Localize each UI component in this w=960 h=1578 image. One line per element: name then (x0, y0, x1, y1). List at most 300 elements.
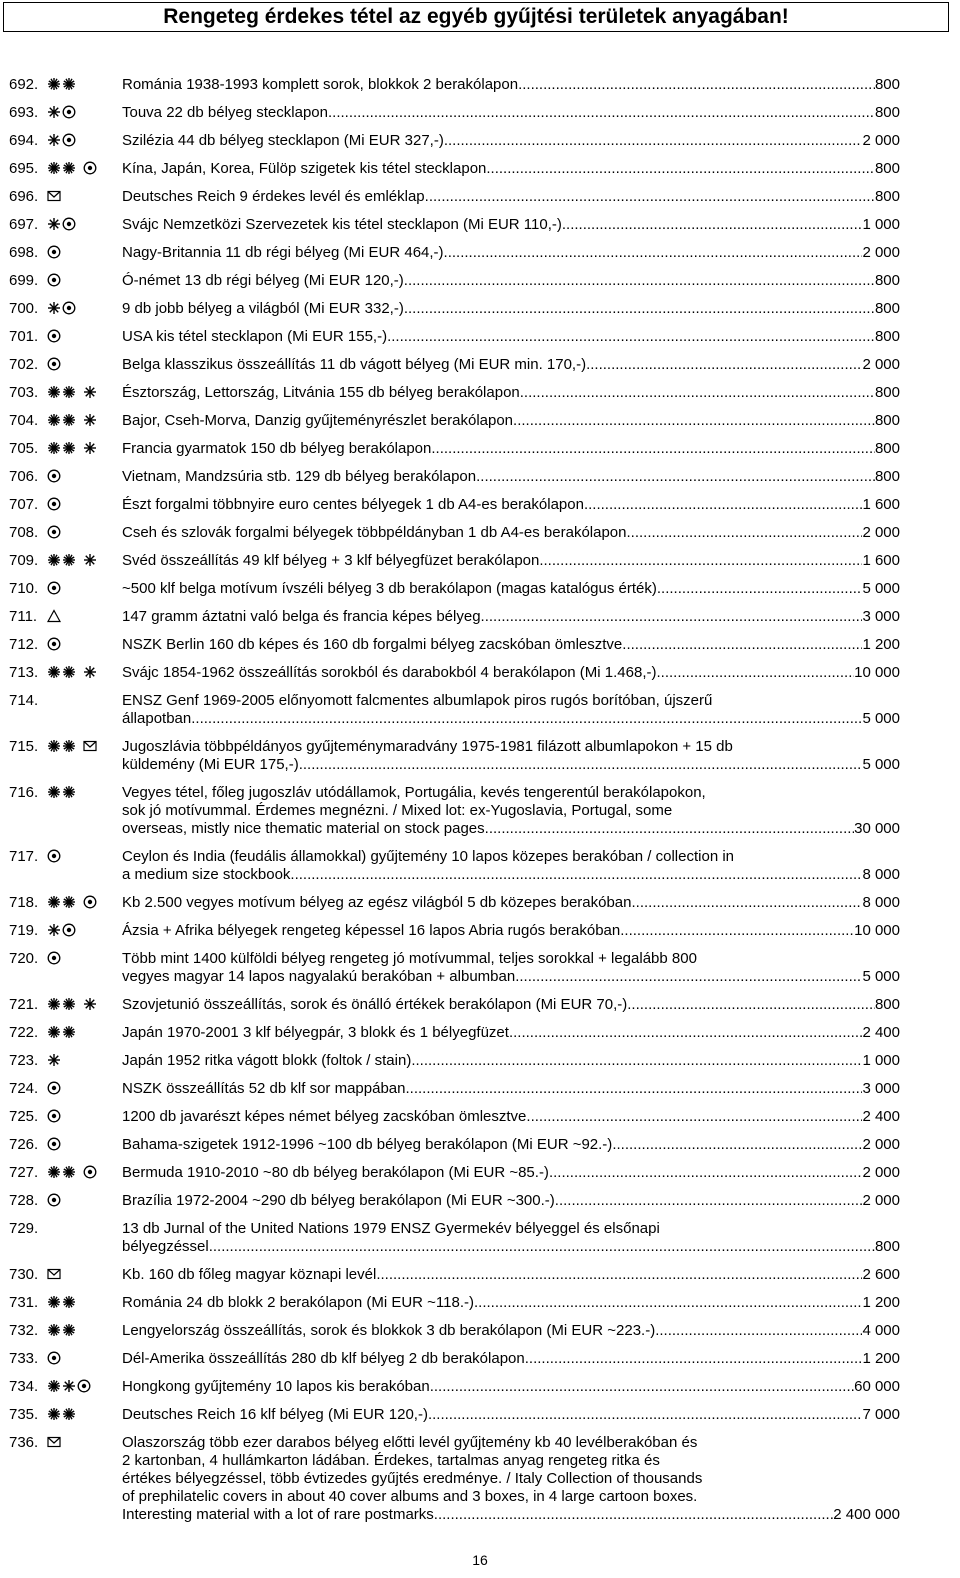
condition-icons (47, 133, 77, 147)
lot-price: 3 000 (862, 608, 900, 625)
dot-leader (549, 1164, 863, 1182)
hinged-star-icon (47, 1295, 61, 1309)
lot-price: 800 (874, 104, 900, 121)
lot-description (122, 894, 900, 912)
lot-description-line: Cseh és szlovák forgalmi bélyegek többpéldányban 1 db A4-es berakólapon (122, 524, 627, 541)
lot-description-line: Deutsches Reich 9 érdekes levél és emléklap (122, 188, 425, 205)
lot-price: 2 000 (862, 1164, 900, 1181)
used-stamp-icon (47, 357, 61, 371)
lot-description-line: Svájc 1854-1962 összeállítás sorokból és darabokból 4 berakólapon (Mi 1.468,-) (122, 664, 657, 681)
lot-number: 711. (9, 608, 38, 625)
hinged-star-icon (47, 1379, 61, 1393)
condition-icons (47, 637, 62, 651)
dot-leader (657, 580, 863, 598)
lot-number: 720. (9, 950, 39, 967)
condition-icons (47, 1351, 62, 1365)
mint-star-icon (62, 1379, 76, 1393)
hinged-star-icon (62, 1025, 76, 1039)
lot-description (122, 244, 900, 262)
lot-price: 1 000 (862, 1052, 900, 1069)
hinged-star-icon (47, 1323, 61, 1337)
hinged-star-icon (47, 1165, 61, 1179)
hinged-star-icon (47, 385, 61, 399)
lot-description-line: Vegyes tétel, főleg jugoszláv utódállamok, Portugália, kevés tengerentúl berakólapokon, (122, 784, 706, 801)
condition-icons (47, 77, 77, 91)
hinged-star-icon (47, 739, 61, 753)
lot-description (122, 1108, 900, 1126)
lot-price: 1 200 (862, 636, 900, 653)
lot-description (122, 328, 900, 346)
dot-leader (518, 76, 875, 94)
lot-price: 10 000 (854, 922, 900, 939)
lot-number: 705. (9, 440, 39, 457)
mint-star-icon (47, 301, 61, 315)
lot-description (122, 272, 900, 290)
condition-icons (47, 1025, 77, 1039)
lot-price: 800 (874, 996, 900, 1013)
lot-description (122, 468, 900, 486)
condition-icons (47, 413, 98, 427)
hinged-star-icon (62, 785, 76, 799)
lot-number: 697. (9, 216, 39, 233)
condition-icons (47, 895, 98, 909)
condition-icons (47, 923, 77, 937)
lot-number: 716. (9, 784, 39, 801)
mint-star-icon (83, 413, 97, 427)
lot-description-line: Francia gyarmatok 150 db bélyeg berakólapon (122, 440, 432, 457)
condition-icons (47, 301, 77, 315)
condition-icons (47, 385, 98, 399)
hinged-star-icon (47, 77, 61, 91)
lot-number: 734. (9, 1378, 39, 1395)
lot-price: 2 400 (862, 1024, 900, 1041)
lot-description (122, 76, 900, 94)
dot-leader (627, 524, 863, 542)
lot-description (122, 356, 900, 374)
used-stamp-icon (77, 1379, 91, 1393)
cover-envelope-icon (47, 189, 61, 203)
hinged-star-icon (62, 739, 76, 753)
lot-description-line: állapotban (122, 710, 192, 727)
lot-description-line: Kína, Japán, Korea, Fülöp szigetek kis tétel stecklapon (122, 160, 487, 177)
hinged-star-icon (62, 1323, 76, 1337)
lot-number: 694. (9, 132, 39, 149)
lot-description (122, 160, 900, 178)
dot-leader (481, 608, 863, 626)
dot-leader (520, 384, 875, 402)
lot-number: 735. (9, 1406, 39, 1423)
dot-leader (515, 968, 862, 986)
condition-icons (47, 357, 62, 371)
triangle-icon (47, 609, 61, 623)
lot-description-line: küldemény (Mi EUR 175,-) (122, 756, 299, 773)
dot-leader (425, 188, 875, 206)
lot-description (122, 1406, 900, 1424)
hinged-star-icon (47, 553, 61, 567)
lot-description-line: bélyegzéssel (122, 1238, 209, 1255)
used-stamp-icon (62, 923, 76, 937)
dot-leader (444, 132, 863, 150)
lot-number: 709. (9, 552, 39, 569)
lot-number: 706. (9, 468, 39, 485)
lot-description (122, 1266, 900, 1284)
dot-leader (586, 356, 862, 374)
condition-icons (47, 609, 62, 623)
hinged-star-icon (47, 413, 61, 427)
condition-icons (47, 1407, 77, 1421)
lot-price: 1 000 (862, 216, 900, 233)
hinged-star-icon (62, 441, 76, 455)
used-stamp-icon (62, 301, 76, 315)
lot-price: 800 (874, 188, 900, 205)
lot-description (122, 922, 900, 940)
lot-description-line: 9 db jobb bélyeg a világból (Mi EUR 332,-) (122, 300, 404, 317)
lot-price: 30 000 (854, 820, 900, 837)
lot-description (122, 440, 900, 458)
lot-description (122, 300, 900, 318)
lot-description-line: Románia 1938-1993 komplett sorok, blokkok 2 berakólapon (122, 76, 519, 93)
lot-description (122, 1294, 900, 1312)
lot-description-line: Lengyelország összeállítás, sorok és blokkok 3 db berakólapon (Mi EUR ~223.-) (122, 1322, 656, 1339)
lot-price: 800 (874, 440, 900, 457)
lot-price: 2 400 (862, 1108, 900, 1125)
condition-icons (47, 1435, 62, 1449)
condition-icons (47, 105, 77, 119)
lot-number: 701. (9, 328, 39, 345)
lot-description-line: Touva 22 db bélyeg stecklapon (122, 104, 328, 121)
lot-price: 800 (874, 160, 900, 177)
lot-number: 692. (9, 76, 39, 93)
dot-leader (555, 1192, 863, 1210)
lot-number: 719. (9, 922, 39, 939)
lot-description-line: Szovjetunió összeállítás, sorok és önálló értékek berakólapon (Mi EUR 70,-) (122, 996, 628, 1013)
lot-number: 703. (9, 384, 39, 401)
dot-leader (444, 244, 863, 262)
condition-icons (47, 217, 77, 231)
lot-price: 2 000 (862, 1192, 900, 1209)
condition-icons (47, 1295, 77, 1309)
dot-leader (486, 160, 875, 178)
lot-description (122, 996, 900, 1014)
mint-star-icon (47, 923, 61, 937)
lot-price: 5 000 (862, 580, 900, 597)
condition-icons (47, 1137, 62, 1151)
hinged-star-icon (62, 997, 76, 1011)
lot-number: 693. (9, 104, 39, 121)
used-stamp-icon (47, 637, 61, 651)
dot-leader (430, 1378, 854, 1396)
lot-description-line: Nagy-Britannia 11 db régi bélyeg (Mi EUR 464,-) (122, 244, 444, 261)
lot-description-line: Japán 1970-2001 3 klf bélyegpár, 3 blokk és 1 bélyegfüzet (122, 1024, 509, 1041)
lot-description (122, 1220, 900, 1256)
lot-description-line: Brazília 1972-2004 ~290 db bélyeg berakólapon (Mi EUR ~300.-) (122, 1192, 555, 1209)
dot-leader (526, 1108, 862, 1126)
mint-star-icon (83, 553, 97, 567)
lot-price: 800 (874, 384, 900, 401)
lot-description (122, 664, 900, 682)
lot-description (122, 1192, 900, 1210)
lot-description (122, 692, 900, 728)
dot-leader (411, 1052, 862, 1070)
dot-leader (290, 866, 862, 884)
lot-description (122, 636, 900, 654)
lot-price: 10 000 (854, 664, 900, 681)
used-stamp-icon (47, 1109, 61, 1123)
lot-description (122, 1164, 900, 1182)
lot-description-line: Észtország, Lettország, Litvánia 155 db bélyeg berakólapon (122, 384, 520, 401)
lot-number: 715. (9, 738, 39, 755)
used-stamp-icon (47, 1137, 61, 1151)
lot-number: 717. (9, 848, 39, 865)
lot-description-line: sok jó motívummal. Érdemes megnézni. / Mixed lot: ex-Yugoslavia, Portugal, some (122, 802, 673, 819)
used-stamp-icon (47, 329, 61, 343)
lot-description (122, 1434, 900, 1524)
mint-star-icon (47, 105, 61, 119)
used-stamp-icon (47, 1081, 61, 1095)
condition-icons (47, 1081, 62, 1095)
lot-price: 2 000 (862, 132, 900, 149)
lot-price: 5 000 (862, 756, 900, 773)
dot-leader (431, 440, 875, 458)
used-stamp-icon (47, 273, 61, 287)
used-stamp-icon (47, 581, 61, 595)
lot-number: 722. (9, 1024, 39, 1041)
mint-star-icon (83, 665, 97, 679)
lot-description-line: vegyes magyar 14 lapos nagyalakú berakóban + albumban (122, 968, 516, 985)
lot-description-line: Svéd összeállítás 49 klf bélyeg + 3 klf bélyegfüzet berakólapon (122, 552, 540, 569)
lot-number: 700. (9, 300, 39, 317)
mint-star-icon (47, 217, 61, 231)
cover-envelope-icon (47, 1435, 61, 1449)
condition-icons (47, 329, 62, 343)
dot-leader (539, 552, 862, 570)
lot-description-line: a medium size stockbook (122, 866, 291, 883)
lot-number: 704. (9, 412, 39, 429)
lot-number: 718. (9, 894, 39, 911)
dot-leader (656, 664, 854, 682)
lot-description-line: NSZK összeállítás 52 db klf sor mappában (122, 1080, 406, 1097)
lot-price: 1 600 (862, 552, 900, 569)
lot-description (122, 1322, 900, 1340)
hinged-star-icon (62, 665, 76, 679)
lot-description-line: értékes bélyegzéssel, több évtizedes gyűjtés eredménye. / Italy Collection of thousands (122, 1470, 703, 1487)
lot-description-line: of prephilatelic covers in about 40 cover albums and 3 boxes, in 4 large cartoon boxes. (122, 1488, 698, 1505)
condition-icons (47, 553, 98, 567)
condition-icons (47, 1165, 98, 1179)
dot-leader (489, 820, 854, 838)
dot-leader (438, 1506, 833, 1524)
condition-icons (47, 951, 62, 965)
hinged-star-icon (47, 1025, 61, 1039)
lot-description-line: Kb 2.500 vegyes motívum bélyeg az egész világból 5 db közepes berakóban (122, 894, 632, 911)
lot-price: 2 000 (862, 1136, 900, 1153)
lot-description-line: Észt forgalmi többnyire euro centes bélyegek 1 db A4-es berakólapon (122, 496, 584, 513)
lot-number: 695. (9, 160, 39, 177)
lot-price: 800 (874, 1238, 900, 1255)
lot-description (122, 216, 900, 234)
lot-description-line: Ó-német 13 db régi bélyeg (Mi EUR 120,-) (122, 272, 404, 289)
lot-description-line: Bahama-szigetek 1912-1996 ~100 db bélyeg berakólapon (Mi EUR ~92.-) (122, 1136, 613, 1153)
used-stamp-icon (47, 951, 61, 965)
used-stamp-icon (83, 895, 97, 909)
condition-icons (47, 997, 98, 1011)
lot-description (122, 1136, 900, 1154)
condition-icons (47, 469, 62, 483)
lot-description (122, 784, 900, 838)
hinged-star-icon (62, 1165, 76, 1179)
lot-price: 800 (874, 328, 900, 345)
lot-number: 724. (9, 1080, 39, 1097)
hinged-star-icon (62, 413, 76, 427)
used-stamp-icon (62, 133, 76, 147)
lot-price: 2 000 (862, 244, 900, 261)
condition-icons (47, 1053, 62, 1067)
condition-icons (47, 665, 98, 679)
lot-description-line: Belga klasszikus összeállítás 11 db vágott bélyeg (Mi EUR min. 170,-) (122, 356, 587, 373)
hinged-star-icon (47, 997, 61, 1011)
dot-leader (387, 328, 875, 346)
dot-leader (191, 710, 862, 728)
condition-icons (47, 161, 98, 175)
used-stamp-icon (47, 1351, 61, 1365)
lot-number: 721. (9, 996, 39, 1013)
lot-description-line: Vietnam, Mandzsúria stb. 129 db bélyeg berakólapon (122, 468, 477, 485)
lot-description (122, 950, 900, 986)
lot-description (122, 132, 900, 150)
condition-icons (47, 1379, 92, 1393)
lot-description (122, 738, 900, 774)
lot-number: 723. (9, 1052, 39, 1069)
lot-price: 800 (874, 412, 900, 429)
hinged-star-icon (62, 161, 76, 175)
hinged-star-icon (62, 553, 76, 567)
mint-star-icon (47, 133, 61, 147)
lot-number: 696. (9, 188, 39, 205)
hinged-star-icon (47, 665, 61, 679)
hinged-star-icon (47, 441, 61, 455)
lot-description (122, 412, 900, 430)
dot-leader (525, 1350, 863, 1368)
lot-description (122, 1080, 900, 1098)
lot-price: 800 (874, 300, 900, 317)
mint-star-icon (47, 1053, 61, 1067)
lot-description-line: Bajor, Cseh-Morva, Danzig gyűjteményrészlet berakólapon (122, 412, 514, 429)
dot-leader (299, 756, 863, 774)
hinged-star-icon (62, 1407, 76, 1421)
dot-leader (513, 412, 875, 430)
lot-description-line: 1200 db javarészt képes német bélyeg zacskóban ömlesztve (122, 1108, 527, 1125)
dot-leader (509, 1024, 863, 1042)
lot-description-line: ~500 klf belga motívum ívszéli bélyeg 3 db berakólapon (magas katalógus érték) (122, 580, 657, 597)
mint-star-icon (83, 997, 97, 1011)
lot-number: 710. (9, 580, 39, 597)
lot-description-line: 2 kartonban, 4 hullámkarton ládában. Érdekes, tartalmas anyag rengeteg ritka és (122, 1452, 660, 1469)
hinged-star-icon (62, 895, 76, 909)
lot-price: 4 000 (862, 1322, 900, 1339)
lot-description-line: Deutsches Reich 16 klf bélyeg (Mi EUR 120,-) (122, 1406, 428, 1423)
lot-description-line: Több mint 1400 külföldi bélyeg rengeteg jó motívummal, teljes sorokkal + legalább 800 (122, 950, 697, 967)
lot-description-line: overseas, mistly nice thematic material on stock pages. (122, 820, 489, 837)
lot-number: 713. (9, 664, 39, 681)
lot-description-line: 147 gramm áztatni való belga és francia képes bélyeg (122, 608, 481, 625)
lot-number: 736. (9, 1434, 39, 1451)
page-title: Rengeteg érdekes tétel az egyéb gyűjtési területek anyagában! (163, 5, 789, 28)
lot-price: 2 000 (862, 524, 900, 541)
lot-description-line: Kb. 160 db főleg magyar köznapi levél (122, 1266, 377, 1283)
dot-leader (612, 1136, 862, 1154)
hinged-star-icon (47, 785, 61, 799)
dot-leader (405, 1080, 862, 1098)
condition-icons (47, 739, 98, 753)
condition-icons (47, 1193, 62, 1207)
page-title-box (3, 2, 949, 32)
lot-description-line: Románia 24 db blokk 2 berakólapon (Mi EUR ~118.-) (122, 1294, 474, 1311)
used-stamp-icon (62, 105, 76, 119)
dot-leader (474, 1294, 862, 1312)
dot-leader (209, 1238, 875, 1256)
lot-description (122, 1052, 900, 1070)
lot-price: 800 (874, 468, 900, 485)
lot-number: 727. (9, 1164, 39, 1181)
lot-number: 733. (9, 1350, 39, 1367)
dot-leader (584, 496, 863, 514)
lot-description-line: NSZK Berlin 160 db képes és 160 db forgalmi bélyeg zacskóban ömlesztve (122, 636, 623, 653)
lot-price: 1 200 (862, 1294, 900, 1311)
lot-description (122, 848, 900, 884)
lot-description (122, 1350, 900, 1368)
used-stamp-icon (47, 497, 61, 511)
lot-description-line: Bermuda 1910-2010 ~80 db bélyeg berakólapon (Mi EUR ~85.-) (122, 1164, 549, 1181)
dot-leader (632, 894, 863, 912)
hinged-star-icon (62, 385, 76, 399)
hinged-star-icon (47, 161, 61, 175)
lot-description (122, 580, 900, 598)
condition-icons (47, 785, 77, 799)
used-stamp-icon (47, 1193, 61, 1207)
lot-number: 731. (9, 1294, 39, 1311)
lot-description-line: Ceylon és India (feudális államokkal) gyűjtemény 10 lapos közepes berakóban / collection in (122, 848, 735, 865)
lot-number: 702. (9, 356, 39, 373)
lot-number: 725. (9, 1108, 39, 1125)
dot-leader (627, 996, 875, 1014)
lot-number: 732. (9, 1322, 39, 1339)
lot-description (122, 188, 900, 206)
mint-star-icon (83, 441, 97, 455)
lot-description-line: 13 db Jurnal of the United Nations 1979 ENSZ Gyermekév bélyeggel és elsőnapi (122, 1220, 660, 1237)
lot-number: 708. (9, 524, 39, 541)
lot-price: 1 600 (862, 496, 900, 513)
lot-price: 800 (874, 76, 900, 93)
dot-leader (620, 922, 854, 940)
lot-description-line: Ázsia + Afrika bélyegek rengeteg képessel 16 lapos Abria rugós berakóban (122, 922, 621, 939)
dot-leader (404, 300, 875, 318)
lot-price: 5 000 (862, 968, 900, 985)
hinged-star-icon (62, 1295, 76, 1309)
lot-price: 1 200 (862, 1350, 900, 1367)
lot-number: 707. (9, 496, 39, 513)
dot-leader (428, 1406, 862, 1424)
lot-price: 2 400 000 (833, 1506, 900, 1523)
lot-description-line: Szilézia 44 db bélyeg stecklapon (Mi EUR 327,-) (122, 132, 444, 149)
lot-price: 2 000 (862, 356, 900, 373)
page-number: 16 (472, 1552, 488, 1568)
condition-icons (47, 189, 62, 203)
used-stamp-icon (83, 161, 97, 175)
lot-number: 712. (9, 636, 39, 653)
lot-description (122, 524, 900, 542)
lot-price: 2 600 (862, 1266, 900, 1283)
dot-leader (376, 1266, 862, 1284)
